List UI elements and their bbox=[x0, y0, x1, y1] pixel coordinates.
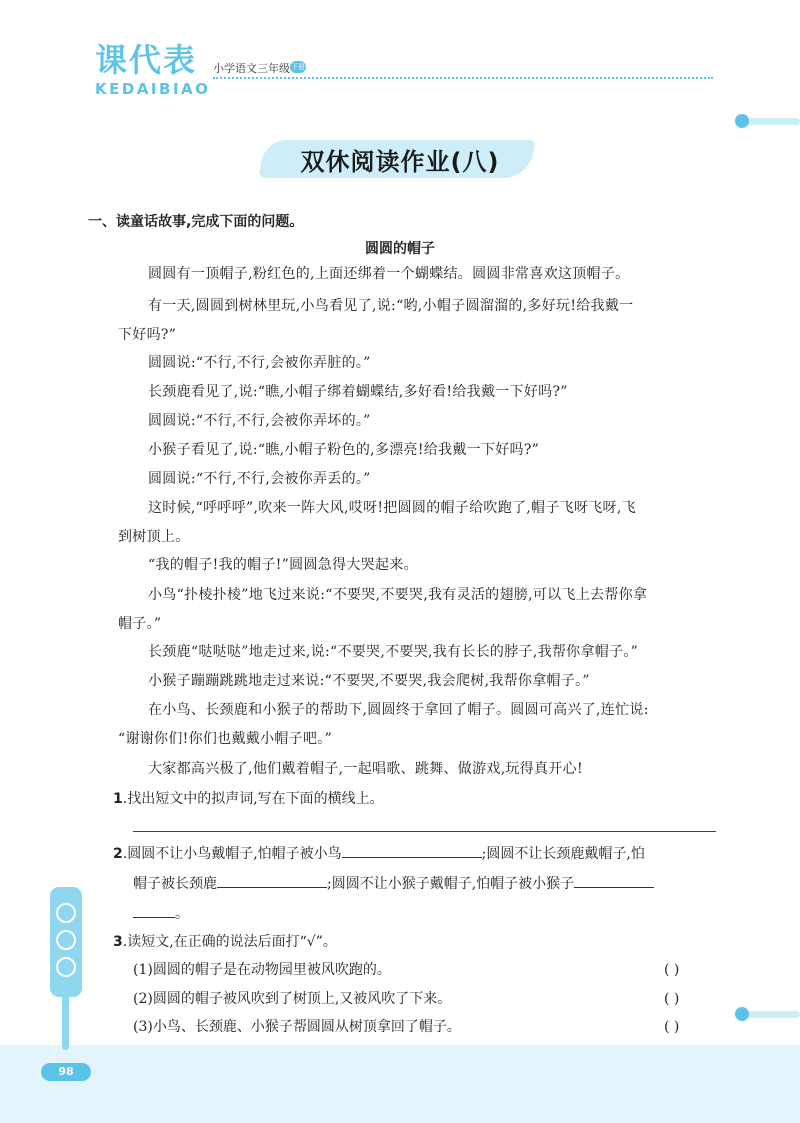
top-right-dot bbox=[735, 114, 749, 128]
question-text: 帽子被长颈鹿 bbox=[133, 876, 217, 892]
brand-name-en: KEDAIBIAO bbox=[95, 80, 211, 98]
question-number: 1 bbox=[113, 791, 123, 807]
traffic-light-lamp bbox=[56, 930, 76, 950]
paragraph-7 bbox=[118, 465, 718, 494]
paragraph-line: 小猴子看见了,说:“瞧,小帽子粉色的,多漂亮!给我戴一下好吗?” bbox=[148, 442, 540, 458]
answer-line-q1[interactable] bbox=[133, 831, 716, 832]
page-title: 双休阅读作业(八) bbox=[300, 148, 500, 176]
paragraph-line: 圆圆说:“不行,不行,会被你弄丢的。” bbox=[148, 471, 371, 487]
question-2-line-3 bbox=[133, 900, 189, 929]
paragraph-line: 长颈鹿看见了,说:“瞧,小帽子绑着蝴蝶结,多好看!给我戴一下好吗?” bbox=[148, 384, 568, 400]
question-text: .找出短文中的拟声词,写在下面的横线上。 bbox=[122, 791, 384, 807]
question-text: ;圆圆不让长颈鹿戴帽子,怕 bbox=[481, 846, 645, 862]
checkbox-option-1[interactable]: ( ) bbox=[664, 962, 680, 978]
option-2: (2)圆圆的帽子被风吹到了树顶上,又被风吹了下来。 bbox=[133, 991, 452, 1007]
paragraph-6 bbox=[118, 436, 718, 465]
answer-blank[interactable] bbox=[342, 841, 482, 858]
option-1: (1)圆圆的帽子是在动物园里被风吹跑的。 bbox=[133, 962, 391, 978]
paragraph-line: 圆圆说:“不行,不行,会被你弄脏的。” bbox=[148, 355, 371, 371]
paragraph-9 bbox=[118, 551, 718, 580]
paragraph-10 bbox=[118, 581, 718, 639]
paragraph-line: 大家都高兴极了,他们戴着帽子,一起唱歌、跳舞、做游戏,玩得真开心! bbox=[148, 761, 583, 777]
section-heading: 一、读童话故事,完成下面的问题。 bbox=[88, 214, 304, 230]
paragraph-line: 长颈鹿“哒哒哒”地走过来,说:“不要哭,不要哭,我有长长的脖子,我帮你拿帽子。” bbox=[148, 644, 639, 660]
question-text: .圆圆不让小鸟戴帽子,怕帽子被小鸟 bbox=[122, 846, 342, 862]
top-right-decoration bbox=[742, 118, 800, 125]
paragraph-line: 帽子。” bbox=[118, 616, 162, 632]
paragraph-13 bbox=[118, 696, 718, 754]
brand-name-cn: 课代表 bbox=[95, 41, 198, 79]
paragraph-line: 这时候,“呼呼呼”,吹来一阵大风,哎呀!把圆圆的帽子给吹跑了,帽子飞呀飞呀,飞 bbox=[148, 500, 636, 516]
paragraph-line: 小鸟“扑棱扑棱”地飞过来说:“不要哭,不要哭,我有灵活的翅膀,可以飞上去帮你拿 bbox=[148, 587, 648, 603]
answer-blank[interactable] bbox=[217, 871, 327, 888]
paragraph-line: 小猴子蹦蹦跳跳地走过来说:“不要哭,不要哭,我会爬树,我帮你拿帽子。” bbox=[148, 673, 590, 689]
question-text: 。 bbox=[175, 906, 189, 922]
answer-blank[interactable] bbox=[574, 871, 654, 888]
paragraph-line: 到树顶上。 bbox=[118, 529, 190, 545]
bottom-right-decoration bbox=[742, 1011, 800, 1018]
paragraph-11 bbox=[118, 638, 718, 667]
paragraph-12 bbox=[118, 667, 718, 696]
option-3: (3)小鸟、长颈鹿、小猴子帮圆圆从树顶拿回了帽子。 bbox=[133, 1019, 461, 1035]
checkbox-option-2[interactable]: ( ) bbox=[664, 991, 680, 1007]
question-number: 2 bbox=[113, 846, 123, 862]
question-2-line-1 bbox=[113, 840, 645, 869]
paragraph-line: 下好吗?” bbox=[118, 327, 177, 343]
paragraph-8 bbox=[118, 494, 718, 552]
brand-logo bbox=[95, 42, 210, 98]
paragraph-1 bbox=[118, 260, 718, 289]
traffic-light-lamp bbox=[56, 903, 76, 923]
question-3 bbox=[113, 928, 337, 957]
paragraph-14 bbox=[118, 755, 718, 784]
paragraph-line: “谢谢你们!你们也戴戴小帽子吧。” bbox=[118, 731, 333, 747]
paragraph-line: 圆圆有一顶帽子,粉红色的,上面还绑着一个蝴蝶结。圆圆非常喜欢这顶帽子。 bbox=[148, 266, 630, 282]
answer-blank[interactable] bbox=[133, 901, 175, 918]
question-1 bbox=[113, 785, 384, 814]
question-number: 3 bbox=[113, 934, 123, 950]
paragraph-3 bbox=[118, 349, 718, 378]
question-text: ;圆圆不让小猴子戴帽子,怕帽子被小猴子 bbox=[327, 876, 575, 892]
paragraph-5 bbox=[118, 407, 718, 436]
paragraph-line: “我的帽子!我的帽子!”圆圆急得大哭起来。 bbox=[148, 557, 418, 573]
story-title: 圆圆的帽子 bbox=[365, 241, 435, 257]
paragraph-2 bbox=[118, 292, 718, 350]
traffic-light-pole bbox=[62, 990, 69, 1050]
question-text: .读短文,在正确的说法后面打“√”。 bbox=[122, 934, 337, 950]
bottom-right-dot bbox=[735, 1007, 749, 1021]
paragraph-4 bbox=[118, 378, 718, 407]
paragraph-line: 有一天,圆圆到树林里玩,小鸟看见了,说:“哟,小帽子圆溜溜的,多好玩!给我戴一 bbox=[148, 298, 634, 314]
header-divider bbox=[213, 77, 713, 79]
subject-label: 小学语文三年级 bbox=[213, 62, 290, 75]
page-number: 98 bbox=[41, 1063, 91, 1081]
checkbox-option-3[interactable]: ( ) bbox=[664, 1019, 680, 1035]
footer-band bbox=[0, 1045, 800, 1123]
edition-badge: 下册 bbox=[291, 63, 305, 71]
paragraph-line: 圆圆说:“不行,不行,会被你弄坏的。” bbox=[148, 413, 371, 429]
question-2-line-2 bbox=[133, 870, 654, 899]
paragraph-line: 在小鸟、长颈鹿和小猴子的帮助下,圆圆终于拿回了帽子。圆圆可高兴了,连忙说: bbox=[148, 702, 649, 718]
traffic-light-lamp bbox=[56, 957, 76, 977]
